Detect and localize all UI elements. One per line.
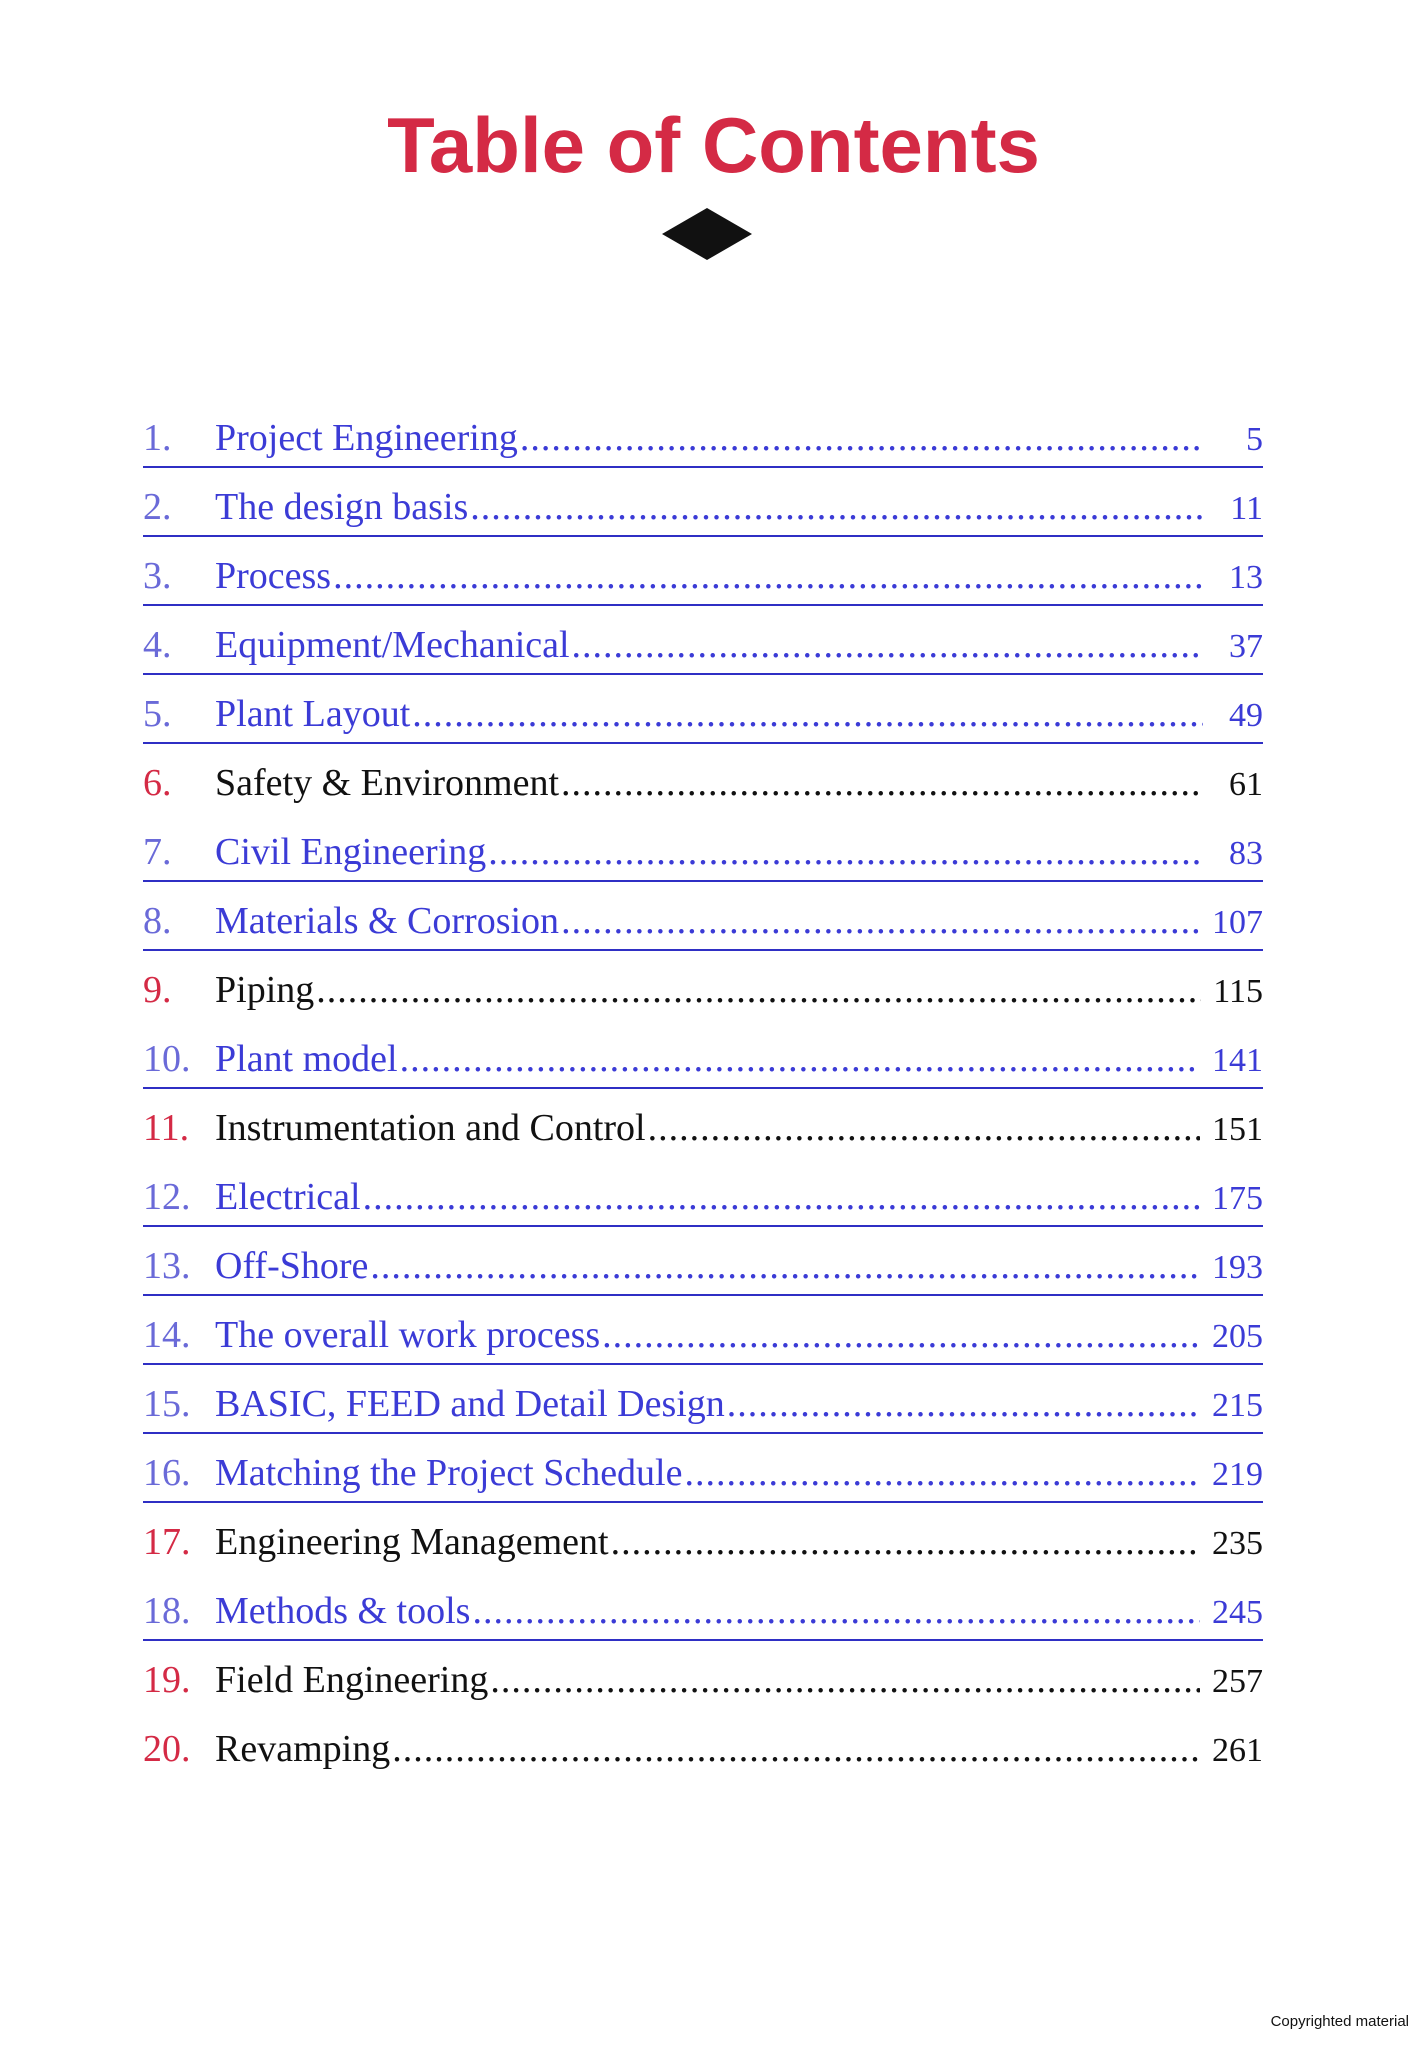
toc-entry-19[interactable] [143, 1650, 1263, 1719]
toc-leader-dots [727, 1374, 1200, 1434]
link-underline [143, 1432, 1263, 1434]
toc-entry-number: 13. [143, 1245, 191, 1287]
toc-entry-title: BASIC, FEED and Detail Design [215, 1383, 725, 1425]
toc-entry-number: 18. [143, 1590, 191, 1632]
toc-entry-number: 17. [143, 1521, 191, 1563]
toc-entry-17[interactable] [143, 1512, 1263, 1581]
toc-entry-number: 6. [143, 762, 172, 804]
toc-entry-number: 1. [143, 417, 172, 459]
toc-leader-dots [602, 1305, 1200, 1365]
toc-entry-page: 193 [1212, 1249, 1263, 1286]
toc-entry-page: 205 [1212, 1318, 1263, 1355]
toc-entry-title: Engineering Management [215, 1521, 609, 1563]
toc-leader-dots [520, 408, 1203, 468]
toc-leader-dots [611, 1512, 1200, 1572]
toc-entry-12[interactable] [143, 1167, 1263, 1236]
link-underline [143, 1225, 1263, 1227]
toc-entry-page: 175 [1212, 1180, 1263, 1217]
toc-leader-dots [392, 1719, 1200, 1779]
link-underline [143, 1294, 1263, 1296]
toc-leader-dots [400, 1029, 1200, 1089]
toc-entry-18[interactable] [143, 1581, 1263, 1650]
toc-entry-title: Field Engineering [215, 1659, 489, 1701]
toc-entry-page: 245 [1212, 1594, 1263, 1631]
link-underline [143, 673, 1263, 675]
toc-entry-11[interactable] [143, 1098, 1263, 1167]
toc-entry-title: Plant Layout [215, 693, 411, 735]
link-underline [143, 1639, 1263, 1641]
toc-entry-page: 107 [1212, 904, 1263, 941]
toc-entry-16[interactable] [143, 1443, 1263, 1512]
toc-entry-number: 19. [143, 1659, 191, 1701]
toc-entry-number: 9. [143, 969, 172, 1011]
toc-entry-number: 12. [143, 1176, 191, 1218]
toc-entry-page: 215 [1212, 1387, 1263, 1424]
link-underline [143, 535, 1263, 537]
toc-entry-number: 3. [143, 555, 172, 597]
toc-entry-number: 8. [143, 900, 172, 942]
toc-entry-15[interactable] [143, 1374, 1263, 1443]
toc-entry-number: 4. [143, 624, 172, 666]
toc-entry-number: 15. [143, 1383, 191, 1425]
toc-entry-number: 14. [143, 1314, 191, 1356]
link-underline [143, 949, 1263, 951]
toc-leader-dots [490, 1650, 1200, 1710]
toc-leader-dots [363, 1167, 1200, 1227]
toc-entry-6[interactable] [143, 753, 1263, 822]
toc-entry-number: 7. [143, 831, 172, 873]
toc-entry-1[interactable] [143, 408, 1263, 477]
toc-entry-number: 20. [143, 1728, 191, 1770]
toc-leader-dots [370, 1236, 1200, 1296]
toc-entry-number: 2. [143, 486, 172, 528]
toc-entry-number: 11. [143, 1107, 190, 1149]
toc-entry-page: 13 [1229, 559, 1263, 596]
toc-entry-7[interactable] [143, 822, 1263, 891]
link-underline [143, 742, 1263, 744]
toc-entry-number: 16. [143, 1452, 191, 1494]
toc-entry-title: Piping [215, 969, 315, 1011]
toc-leader-dots [472, 1581, 1200, 1641]
link-underline [143, 1087, 1263, 1089]
toc-entry-10[interactable] [143, 1029, 1263, 1098]
toc-entry-2[interactable] [143, 477, 1263, 546]
link-underline [143, 604, 1263, 606]
toc-entry-page: 83 [1229, 835, 1263, 872]
toc-leader-dots [648, 1098, 1200, 1158]
toc-entry-page: 49 [1229, 697, 1263, 734]
toc-entry-8[interactable] [143, 891, 1263, 960]
toc-entry-title: Equipment/Mechanical [215, 624, 570, 666]
toc-entry-title: Revamping [215, 1728, 391, 1770]
toc-entry-4[interactable] [143, 615, 1263, 684]
toc-entry-title: Plant model [215, 1038, 398, 1080]
toc-entry-title: The design basis [215, 486, 469, 528]
toc-leader-dots [470, 477, 1203, 537]
toc-entry-title: Instrumentation and Control [215, 1107, 646, 1149]
toc-leader-dots [685, 1443, 1201, 1503]
toc-leader-dots [561, 753, 1203, 813]
link-underline [143, 1363, 1263, 1365]
toc-entry-page: 5 [1246, 421, 1263, 458]
toc-entry-page: 257 [1212, 1663, 1263, 1700]
table-of-contents [143, 408, 1263, 1788]
toc-entry-title: The overall work process [215, 1314, 601, 1356]
link-underline [143, 466, 1263, 468]
toc-entry-title: Process [215, 555, 332, 597]
toc-entry-page: 37 [1229, 628, 1263, 665]
toc-entry-14[interactable] [143, 1305, 1263, 1374]
toc-leader-dots [333, 546, 1203, 606]
toc-entry-page: 261 [1212, 1732, 1263, 1769]
toc-leader-dots [488, 822, 1203, 882]
toc-entry-page: 219 [1212, 1456, 1263, 1493]
toc-entry-title: Matching the Project Schedule [215, 1452, 683, 1494]
toc-entry-title: Safety & Environment [215, 762, 560, 804]
toc-entry-page: 151 [1212, 1111, 1263, 1148]
toc-leader-dots [412, 684, 1203, 744]
toc-entry-20[interactable] [143, 1719, 1263, 1788]
toc-entry-5[interactable] [143, 684, 1263, 753]
toc-entry-title: Civil Engineering [215, 831, 487, 873]
diamond-ornament-icon [662, 208, 752, 260]
toc-entry-page: 115 [1213, 973, 1263, 1010]
toc-entry-title: Materials & Corrosion [215, 900, 560, 942]
toc-leader-dots [561, 891, 1200, 951]
toc-entry-page: 11 [1230, 490, 1263, 527]
toc-entry-page: 141 [1212, 1042, 1263, 1079]
toc-entry-number: 5. [143, 693, 172, 735]
link-underline [143, 1501, 1263, 1503]
page-title: Table of Contents [387, 101, 1040, 189]
toc-entry-title: Electrical [215, 1176, 361, 1218]
toc-entry-9[interactable] [143, 960, 1263, 1029]
toc-entry-title: Methods & tools [215, 1590, 471, 1632]
toc-leader-dots [316, 960, 1201, 1020]
toc-entry-13[interactable] [143, 1236, 1263, 1305]
toc-entry-page: 61 [1229, 766, 1263, 803]
copyright-notice: Copyrighted material [1270, 2013, 1409, 2030]
toc-entry-3[interactable] [143, 546, 1263, 615]
toc-entry-number: 10. [143, 1038, 191, 1080]
toc-entry-page: 235 [1212, 1525, 1263, 1562]
toc-leader-dots [572, 615, 1203, 675]
toc-entry-title: Project Engineering [215, 417, 518, 459]
toc-entry-title: Off-Shore [215, 1245, 369, 1287]
link-underline [143, 880, 1263, 882]
